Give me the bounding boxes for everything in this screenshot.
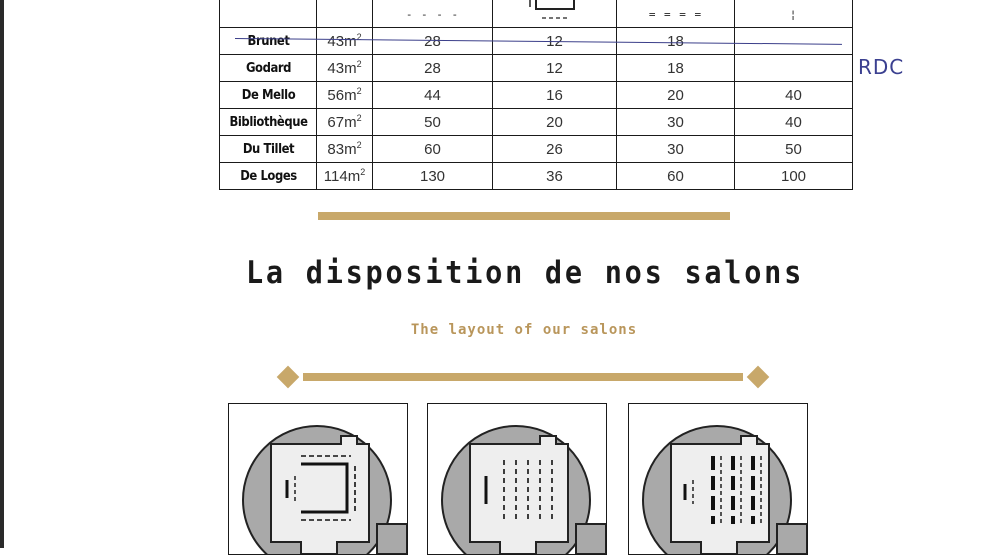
theatre-floorplan-icon	[428, 404, 606, 554]
capacity-classroom: 30	[617, 136, 735, 163]
table-row	[220, 82, 853, 109]
header-cell-area	[317, 0, 373, 28]
salon-area: $43m^2$	[317, 28, 373, 55]
header-cell-cocktail	[735, 0, 853, 28]
salon-area: $67m^2$	[317, 109, 373, 136]
capacity-cocktail	[735, 28, 853, 55]
capacity-u-shape: 12	[493, 28, 617, 55]
salon-area: $114m^2$	[317, 163, 373, 190]
salon-name: Brunet	[226, 28, 309, 55]
capacity-classroom: 18	[617, 55, 735, 82]
salon-area: $83m^2$	[317, 136, 373, 163]
theatre-layout-icon: - - - -	[405, 7, 460, 21]
capacity-theatre: 28	[373, 28, 493, 55]
salon-area: $43m^2$	[317, 55, 373, 82]
capacity-cocktail	[735, 55, 853, 82]
salon-name: Bibliothèque	[226, 109, 309, 136]
capacity-cocktail: 40	[735, 109, 853, 136]
capacity-classroom: 30	[617, 109, 735, 136]
header-cell-theatre	[373, 0, 493, 28]
capacity-classroom: 18	[617, 28, 735, 55]
diamond-ornament-icon	[747, 366, 770, 389]
capacity-u-shape: 20	[493, 109, 617, 136]
table-row	[220, 55, 853, 82]
handwritten-note-rdc: RDC	[858, 55, 905, 79]
header-cell-u-shape	[493, 0, 617, 28]
cocktail-layout-icon: ¦	[789, 7, 798, 21]
capacity-u-shape: 26	[493, 136, 617, 163]
capacity-theatre: 28	[373, 55, 493, 82]
capacity-cocktail: 40	[735, 82, 853, 109]
salon-name: De Mello	[226, 82, 309, 109]
capacity-theatre: 44	[373, 82, 493, 109]
layout-panel-classroom	[628, 403, 808, 555]
capacity-table	[219, 0, 853, 190]
header-cell-name	[220, 0, 317, 28]
scan-edge	[0, 0, 4, 548]
capacity-classroom: 20	[617, 82, 735, 109]
diamond-ornament-icon	[277, 366, 300, 389]
capacity-cocktail: 50	[735, 136, 853, 163]
table-row	[220, 163, 853, 190]
capacity-theatre: 60	[373, 136, 493, 163]
section-subtitle: The layout of our salons	[410, 322, 638, 338]
capacity-theatre: 130	[373, 163, 493, 190]
layout-panel-u-shape	[228, 403, 408, 555]
salon-name: De Loges	[226, 163, 309, 190]
salon-name: Godard	[226, 55, 309, 82]
u-shape-floorplan-icon	[229, 404, 407, 554]
table-row	[220, 136, 853, 163]
classroom-layout-icon: = = = =	[648, 7, 703, 21]
u-shape-layout-icon	[520, 0, 590, 23]
capacity-classroom: 60	[617, 163, 735, 190]
capacity-cocktail: 100	[735, 163, 853, 190]
section-title: La disposition de nos salons	[245, 255, 805, 291]
capacity-u-shape: 12	[493, 55, 617, 82]
capacity-theatre: 50	[373, 109, 493, 136]
table-header-row	[220, 0, 853, 28]
gold-divider-line	[303, 373, 743, 381]
gold-separator-bar	[318, 212, 730, 220]
classroom-floorplan-icon	[629, 404, 807, 554]
header-cell-classroom	[617, 0, 735, 28]
capacity-u-shape: 36	[493, 163, 617, 190]
layout-panel-theatre	[427, 403, 607, 555]
table-row	[220, 109, 853, 136]
capacity-u-shape: 16	[493, 82, 617, 109]
salon-area: $56m^2$	[317, 82, 373, 109]
salon-name: Du Tillet	[226, 136, 309, 163]
